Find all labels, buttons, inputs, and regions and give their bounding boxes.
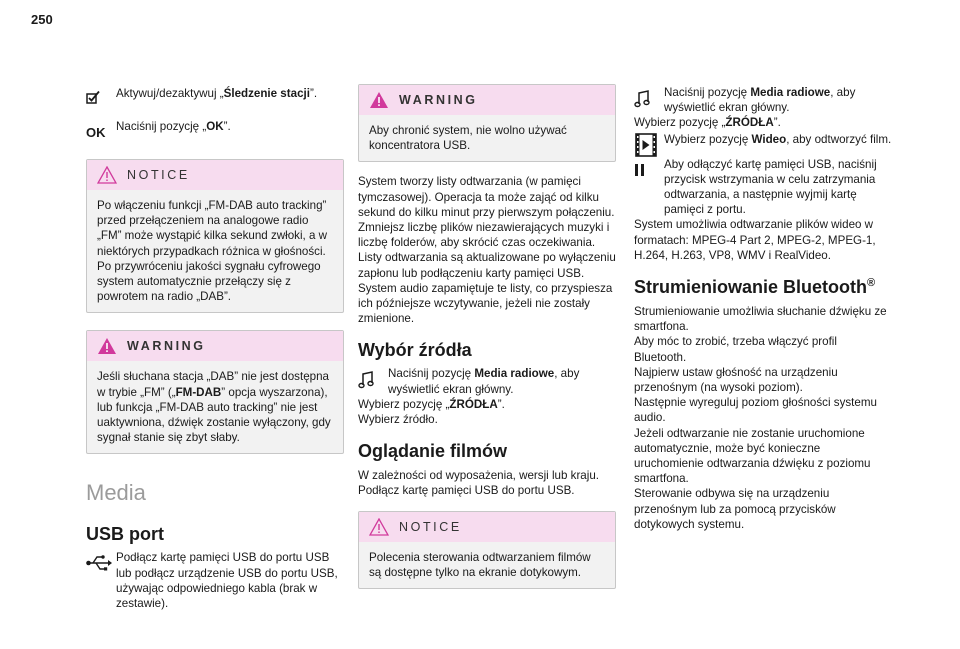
usb-text: Podłącz kartę pamięci USB do portu USB lub podłącz urządzenie USB do portu USB, używając odpowiedniego kabla (brak w zestawie).: [116, 551, 338, 611]
text: Naciśnij pozycję „: [116, 120, 207, 133]
text: ”.: [223, 120, 231, 133]
warning-text: [97, 369, 333, 445]
text: Naciśnij pozycję: [664, 86, 751, 99]
column-1: [86, 84, 344, 611]
warning-triangle-icon: [369, 91, 389, 109]
video-step1-line2: [634, 115, 892, 130]
checkbox-icon: [86, 84, 116, 104]
notice-box: [86, 159, 344, 313]
video-step2: [634, 131, 892, 157]
text-bold: Media radiowe: [474, 367, 555, 381]
notice-text: Polecenia sterowania odtwarzaniem filmów są dostępne tylko na ekranie dotykowym.: [369, 550, 591, 579]
text: ”.: [773, 116, 781, 130]
usb-icon: [86, 549, 116, 571]
registered-mark: ®: [867, 277, 876, 290]
warning-box-usb-hub: [358, 84, 616, 162]
warning-header: [87, 331, 343, 361]
warning-title: WARNING: [127, 339, 206, 354]
text: , aby odtworzyć film.: [786, 132, 892, 146]
text: , aby wyświetlić ekran główny.: [664, 86, 856, 115]
text: Naciśnij pozycję: [388, 367, 475, 381]
formats-text: System umożliwia odtwarzanie plików wideo w formatach: MPEG-4 Part 2, MPEG-2, MPEG-1, H.264, H.263, VP8, WMV i RealVideo.: [634, 218, 876, 262]
media-heading: Media: [86, 480, 146, 506]
source-line3: Wybierz źródło.: [358, 413, 438, 427]
step-station-tracking: [86, 84, 344, 104]
text: ” opcja wyszarzona), lub funkcja „FM-DAB auto tracking” nie jest uaktywniona, dźwięk zostanie wyłączony, gdy sygnał stanie się zbyt słaby.: [97, 385, 331, 445]
text-bold: OK: [206, 120, 224, 133]
video-step1: [634, 84, 892, 115]
video-step3: [634, 157, 892, 218]
usb-heading: USB port: [86, 524, 164, 545]
playlist-text: System tworzy listy odtwarzania (w pamięci tymczasowej). Operacja ta może zająć od kilku sekund do kilku minut przy pierwszym połączeniu. Zmniejsz liczbę plików niezawierających muzyki i liczbę folderów, aby skrócić czas oczekiwania. Listy odtwarzania są aktualizowane po wyłączeniu zapłonu lub podłączeniu karty pamięci USB. System audio zapamiętuje te listy, co przyspiesza ich późniejsze wczytywanie, jeżeli nie zostały zmienione.: [358, 175, 616, 326]
step-ok: [86, 117, 344, 140]
notice-text: Po włączeniu funkcji „FM-DAB auto tracking” przed przełączeniem na analogowe radio „FM” może wystąpić kilka sekund zwłoki, a w niektórych przypadkach różnica w głośności. Po przywróceniu jakości sygnału cyfrowego system automatycznie przełączy się z powrotem na radio „DAB”.: [97, 199, 328, 304]
notice-box-video: [358, 511, 616, 589]
page-number: 250: [31, 12, 53, 27]
video-heading: Oglądanie filmów: [358, 441, 508, 462]
usb-step: [86, 549, 344, 611]
text: , aby wyświetlić ekran główny.: [388, 367, 580, 396]
text: Jeśli słuchana stacja „DAB” nie jest dostępna w trybie „FM” („: [97, 370, 329, 399]
bluetooth-text: Strumieniowanie umożliwia słuchanie dźwięku ze smartfona. Aby móc to zrobić, trzeba włączyć profil Bluetooth. Najpierw ustaw głośność na urządzeniu przenośnym (na wysoki poziom). Następnie wyreguluj poziom głośności systemu audio. Jeżeli odtwarzanie nie zostanie uruchomione automatycznie, może być konieczne uruchomienie odtwarzania dźwięku z poziomu smartfona. Sterowanie odbywa się na urządzeniu przenośnym lub za pomocą przycisków dotykowych systemu.: [634, 305, 887, 531]
text-bold: Media radiowe: [750, 86, 831, 99]
film-icon: [634, 131, 664, 157]
text-bold: FM-DAB: [175, 385, 222, 399]
warning-text: Aby chronić system, nie wolno używać koncentratora USB.: [369, 124, 567, 153]
notice-header: [359, 512, 615, 542]
warning-title: WARNING: [399, 93, 478, 107]
music-note-icon: [634, 84, 664, 108]
notice-triangle-icon: [369, 518, 389, 536]
bluetooth-heading-text: Strumieniowanie Bluetooth: [634, 277, 868, 298]
warning-triangle-icon: [97, 337, 117, 355]
video-step3-text: Aby odłączyć kartę pamięci USB, naciśnij przycisk wstrzymania w celu zatrzymania odtwarzania, a następnie wyjmij kartę pamięci z portu.: [664, 157, 877, 217]
text: ”.: [497, 397, 505, 411]
notice-triangle-icon: [97, 166, 117, 184]
column-2: [358, 84, 616, 589]
notice-header: [87, 160, 343, 190]
text: Wybierz pozycję: [664, 132, 752, 146]
warning-header: [359, 85, 615, 115]
column-3: [634, 84, 892, 532]
source-line2: [358, 397, 616, 412]
ok-icon: OK: [86, 125, 106, 140]
text: ”.: [309, 87, 318, 100]
source-heading: Wybór źródła: [358, 340, 472, 361]
source-step: [358, 365, 616, 396]
text-bold: Wideo: [751, 132, 787, 146]
notice-title: NOTICE: [127, 168, 190, 182]
text: Wybierz pozycję „: [358, 397, 450, 411]
text-bold: ŹRÓDŁA: [725, 116, 774, 130]
bluetooth-heading: [634, 277, 892, 298]
music-note-icon: [358, 365, 388, 389]
video-text: W zależności od wyposażenia, wersji lub kraju. Podłącz kartę pamięci USB do portu USB.: [358, 469, 599, 498]
text-bold: ŹRÓDŁA: [449, 397, 498, 411]
text: Aktywuj/dezaktywuj „: [116, 87, 224, 100]
notice-title: NOTICE: [399, 519, 462, 534]
text: Wybierz pozycję „: [634, 116, 726, 130]
warning-box: [86, 330, 344, 454]
text-bold: Śledzenie stacji: [223, 87, 310, 100]
